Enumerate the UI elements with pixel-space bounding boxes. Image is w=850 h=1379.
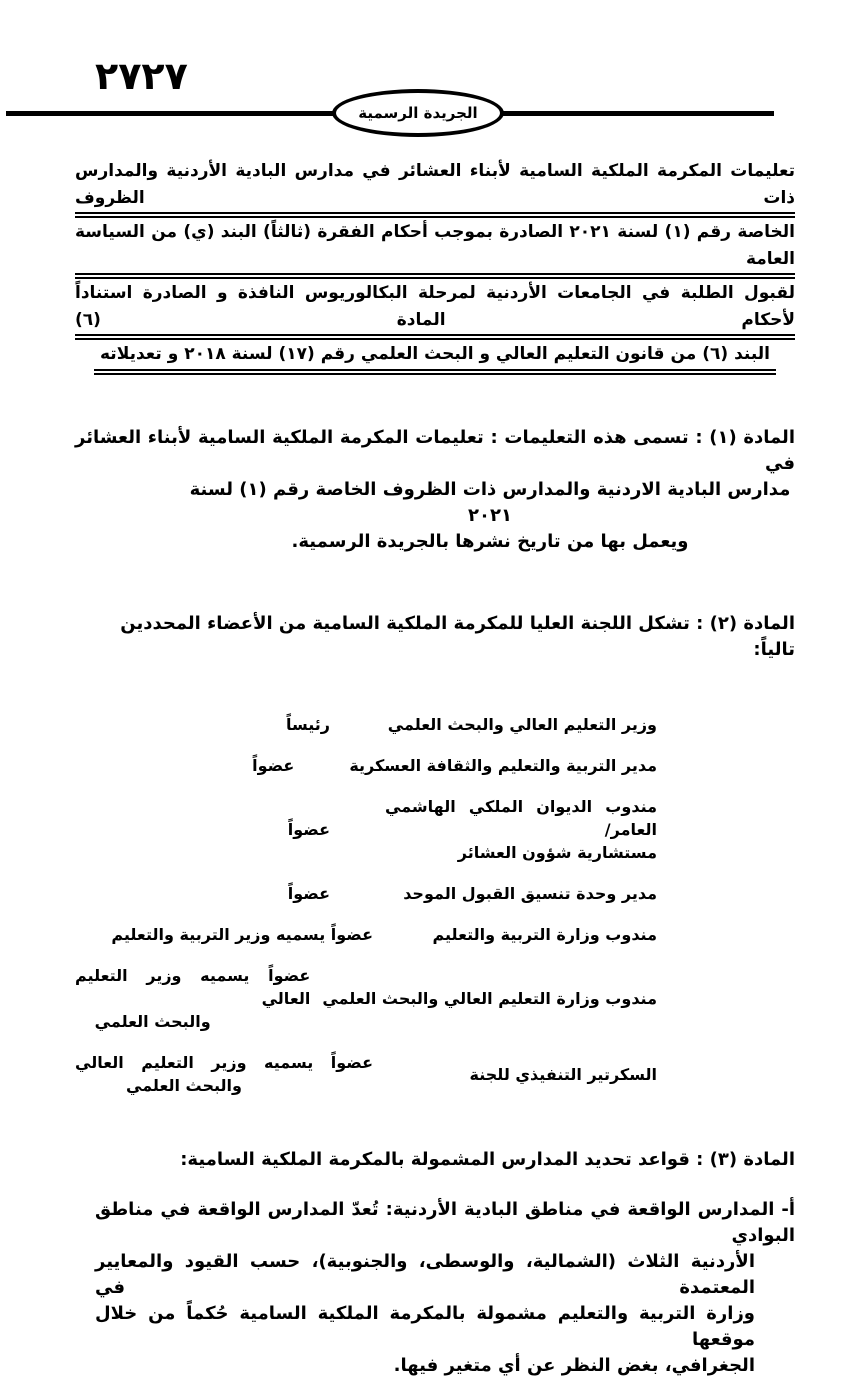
committee-member-row: [75, 754, 795, 777]
article-1-line-3: ويعمل بها من تاريخ نشرها بالجريدة الرسمية.: [291, 531, 689, 552]
decree-title: [75, 158, 795, 375]
item-a-line-2: الأردنية الثلاث (الشمالية، والوسطى، والجنوبية)، حسب القيود والمعايير المعتمدة في: [95, 1251, 755, 1298]
article-1: [75, 425, 795, 555]
member-name: السكرتير التنفيذي للجنة: [469, 1064, 657, 1084]
document-content: [75, 0, 795, 1379]
member-name: مدير التربية والتعليم والثقافة العسكرية: [349, 756, 657, 775]
committee-member-row: [75, 795, 795, 864]
member-role: رئيساً: [285, 715, 330, 734]
title-line-4: البند (٦) من قانون التعليم العالي و البحث العلمي رقم (١٧) لسنة ٢٠١٨ و تعديلاته: [75, 341, 795, 375]
member-name: وزير التعليم العالي والبحث العلمي: [387, 715, 657, 734]
title-line-3: لقبول الطلبة في الجامعات الأردنية لمرحلة البكالوريوس النافذة و الصادرة استناداً لأحكام المادة (٦): [75, 280, 795, 340]
page-number: ٢٧٢٧: [95, 54, 188, 98]
member-role: عضواً يسميه وزير التعليم العالي والبحث العلمي: [75, 966, 311, 1031]
member-role: عضواً: [287, 884, 330, 903]
item-a-line-1: أ- المدارس الواقعة في مناطق البادية الأردنية: تُعدّ المدارس الواقعة في مناطق البوادي: [95, 1199, 795, 1246]
member-name: مدير وحدة تنسيق القبول الموحد: [403, 884, 657, 903]
item-a-line-4: الجغرافي، بغض النظر عن أي متغير فيها.: [393, 1355, 755, 1376]
member-role: عضواً: [287, 820, 330, 839]
member-name: مندوب الديوان الملكي الهاشمي العامر/ مستشارية شؤون العشائر: [385, 797, 657, 862]
title-line-2: الخاصة رقم (١) لسنة ٢٠٢١ الصادرة بموجب أحكام الفقرة (ثالثاً) البند (ي) من السياسة العامة: [75, 219, 795, 279]
committee-member-row: [75, 1051, 795, 1097]
article-1-line-2: مدارس البادية الاردنية والمدارس ذات الظروف الخاصة رقم (١) لسنة ٢٠٢١: [189, 479, 791, 526]
member-name: مندوب وزارة التعليم العالي والبحث العلمي: [322, 989, 657, 1008]
title-line-1: تعليمات المكرمة الملكية السامية لأبناء العشائر في مدارس البادية الأردنية والمدارس ذات الظروف: [75, 158, 795, 218]
article-2-heading: المادة (٢) : تشكل اللجنة العليا للمكرمة الملكية السامية من الأعضاء المحددين تالياً:: [120, 613, 795, 660]
gazette-title: الجريدة الرسمية: [358, 104, 478, 122]
gazette-oval-badge: [332, 89, 504, 137]
committee-list: [75, 713, 795, 1097]
item-a-line-3: وزارة التربية والتعليم مشمولة بالمكرمة الملكية السامية حُكماً من خلال موقعها: [95, 1303, 755, 1350]
article-3-item-a: [95, 1197, 795, 1379]
article-1-line-1: المادة (١) : تسمى هذه التعليمات : تعليمات المكرمة الملكية السامية لأبناء العشائر في: [75, 427, 795, 474]
committee-member-row: [75, 964, 795, 1033]
member-role: عضواً: [252, 756, 295, 775]
committee-member-row: [75, 882, 795, 905]
article-3-heading: المادة (٣) : قواعد تحديد المدارس المشمولة بالمكرمة الملكية السامية:: [180, 1149, 795, 1170]
member-name: مندوب وزارة التربية والتعليم: [432, 925, 657, 944]
member-role: عضواً يسميه وزير التربية والتعليم: [111, 925, 373, 944]
committee-member-row: [75, 713, 795, 736]
member-role: عضواً يسميه وزير التعليم العالي والبحث العلمي: [75, 1053, 373, 1095]
committee-member-row: [75, 923, 795, 946]
